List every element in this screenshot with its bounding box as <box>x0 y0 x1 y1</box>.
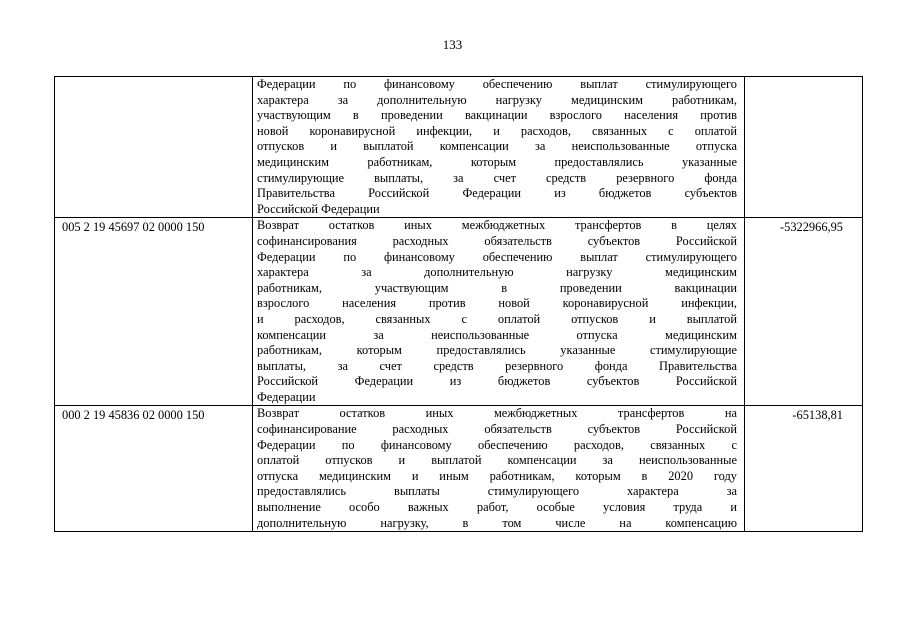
amount: -5322966,95 <box>745 218 863 406</box>
description-line: участвующим в проведении вакцинации взрослого населения против <box>257 108 737 123</box>
description-line: характера за дополнительную нагрузку медицинским работникам, <box>257 92 737 107</box>
description-line: компенсации за неиспользованные отпуска медицинским <box>257 327 737 342</box>
description-line: Федерации по финансовому обеспечению расходов, связанных с <box>257 437 737 452</box>
table-row <box>55 218 863 406</box>
description-line: оплатой отпусков и выплатой компенсации за неиспользованные <box>257 453 737 468</box>
item-description <box>253 406 745 532</box>
description-line: выплаты, за счет средств резервного фонда Правительства <box>257 358 737 373</box>
description-line: работникам, которым предоставлялись указанные стимулирующие <box>257 343 737 358</box>
budget-code: 005 2 19 45697 02 0000 150 <box>55 218 253 406</box>
description-line: софинансирование расходных обязательств субъектов Российской <box>257 422 737 437</box>
description-line: новой коронавирусной инфекции, и расходов, связанных с оплатой <box>257 123 737 138</box>
description-line: Федерации <box>257 389 316 404</box>
description-line: предоставлялись выплаты стимулирующего характера за <box>257 484 737 499</box>
description-line: и расходов, связанных с оплатой отпусков и выплатой <box>257 311 737 326</box>
description-line: стимулирующие выплаты, за счет средств резервного фонда <box>257 170 737 185</box>
page-number: 133 <box>442 37 463 52</box>
description-line: Возврат остатков иных межбюджетных трансфертов на <box>257 406 737 421</box>
description-line: Российской Федерации из бюджетов субъектов Российской <box>257 374 737 389</box>
description-line: Федерации по финансовому обеспечению выплат стимулирующего <box>257 249 737 264</box>
description-line: софинансирования расходных обязательств субъектов Российской <box>257 233 737 248</box>
description-line: Возврат остатков иных межбюджетных трансфертов в целях <box>257 218 737 233</box>
description-line: характера за дополнительную нагрузку медицинским <box>257 265 737 280</box>
description-line: Федерации по финансовому обеспечению выплат стимулирующего <box>257 77 737 91</box>
description-line: отпусков и выплатой компенсации за неиспользованные отпуска <box>257 139 737 154</box>
description-line: дополнительную нагрузку, в том числе на компенсацию <box>257 515 737 530</box>
description-line: выполнение особо важных работ, особые условия труда и <box>257 500 737 515</box>
description-line: взрослого населения против новой коронавирусной инфекции, <box>257 296 737 311</box>
description-line: медицинским работникам, которым предоставлялись указанные <box>257 154 737 169</box>
table-row <box>55 406 863 532</box>
item-description <box>253 218 745 406</box>
budget-code: 000 2 19 45836 02 0000 150 <box>55 406 253 532</box>
description-line: работникам, участвующим в проведении вакцинации <box>257 280 737 295</box>
description-line: Правительства Российской Федерации из бюджетов субъектов <box>257 186 737 201</box>
table-row <box>55 77 863 218</box>
description-line: Российской Федерации <box>257 201 380 216</box>
budget-table <box>54 76 863 532</box>
description-line: отпуска медицинским и иным работникам, которым в 2020 году <box>257 468 737 483</box>
amount: -65138,81 <box>745 406 863 532</box>
budget-code <box>55 77 253 218</box>
amount <box>745 77 863 218</box>
item-description <box>253 77 745 218</box>
